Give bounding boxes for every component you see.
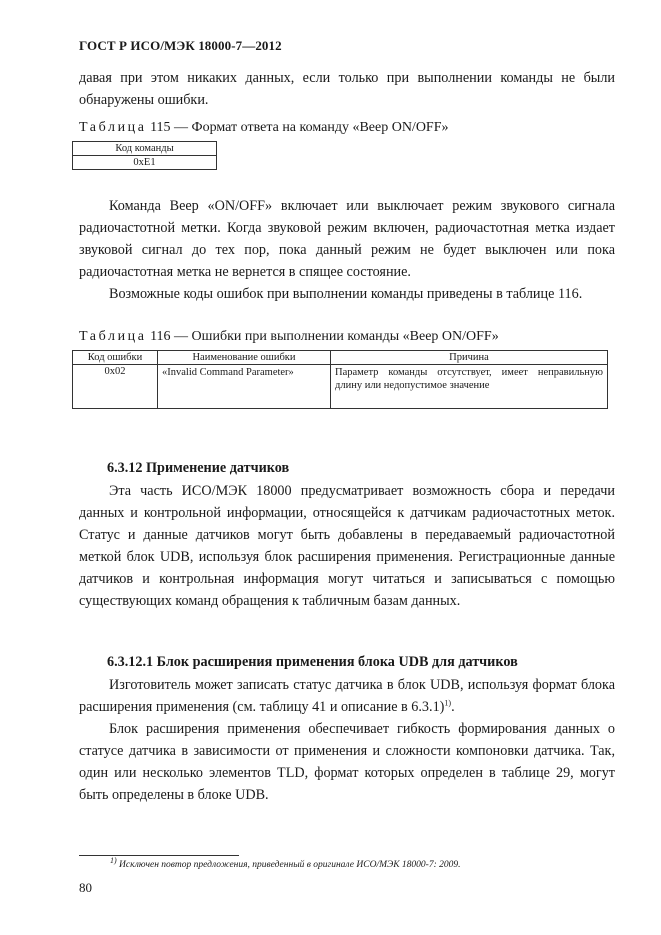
- document-header: ГОСТ Р ИСО/МЭК 18000-7—2012: [79, 38, 282, 53]
- table-116-cell-code: 0x02: [73, 365, 158, 409]
- paragraph-end-punctuation: .: [451, 699, 455, 715]
- paragraph-continuation: давая при этом никаких данных, если только при выполнении команды не были обнаружены ошибки.: [79, 70, 615, 108]
- table-116: [72, 350, 608, 409]
- table-116-caption: [79, 329, 499, 345]
- table-116-cell-reason: Параметр команды отсутствует, имеет неправильную длину или недопустимое значение: [331, 365, 608, 409]
- caption-prefix: Таблица: [79, 120, 147, 135]
- footnote-text: Исключен повтор предложения, приведенный в оригинале ИСО/МЭК 18000-7: 2009.: [116, 860, 461, 870]
- table-115-caption: [79, 120, 449, 136]
- footnote-mark: 1): [110, 855, 117, 865]
- caption-text: 116 — Ошибки при выполнении команды «Beep ON/OFF»: [146, 329, 499, 344]
- table-116-col-name: Наименование ошибки: [158, 351, 331, 365]
- footnote-separator: [79, 855, 239, 856]
- section-heading-6-3-12-1: 6.3.12.1 Блок расширения применения блока UDB для датчиков: [107, 654, 518, 670]
- table-115-value: 0xE1: [73, 156, 217, 170]
- paragraph-udb-status: [79, 674, 615, 718]
- paragraph-error-codes: Возможные коды ошибок при выполнении команды приведены в таблице 116.: [109, 286, 583, 302]
- table-116-col-code: Код ошибки: [73, 351, 158, 365]
- page-number: 80: [79, 880, 92, 895]
- table-115-header: Код команды: [73, 142, 217, 156]
- paragraph-udb-flexibility: Блок расширения применения обеспечивает гибкость формирования данных о статусе датчика в зависимости от применения и сложности компоновки датчика. Так, один или несколько элементов TLD, формат которых определен в таблице 29, могут быть определены в блоке UDB.: [79, 721, 615, 803]
- table-115: [72, 141, 217, 170]
- footnote-reference: 1): [444, 698, 452, 708]
- table-116-cell-name: «Invalid Command Parameter»: [158, 365, 331, 409]
- paragraph-udb-status-text: Изготовитель может записать статус датчика в блок UDB, используя формат блока расширения применения (см. таблицу 41 и описание в 6.3.1): [79, 677, 615, 715]
- section-heading-6-3-12: 6.3.12 Применение датчиков: [107, 460, 290, 476]
- paragraph-sensors: Эта часть ИСО/МЭК 18000 предусматривает возможность сбора и передачи данных и контрольной информации, относящейся к датчикам радиочастотных меток. Статус и данные датчиков могут быть добавлены в передаваемый радиочастотной меткой блок UDB, используя блок расширения применения. Регистрационные данные датчиков и контрольная информация могут читаться и записываться с помощью существующих команд обращения к табличным базам данных.: [79, 483, 615, 609]
- table-116-col-reason: Причина: [331, 351, 608, 365]
- footnote: [110, 855, 461, 870]
- caption-prefix: Таблица: [79, 329, 147, 344]
- caption-text: 115 — Формат ответа на команду «Beep ON/OFF»: [146, 120, 449, 135]
- paragraph-beep-description: Команда Beep «ON/OFF» включает или выключает режим звукового сигнала радиочастотной метки. Когда звуковой режим включен, радиочастотная метка издает звуковой сигнал до тех пор, пока данный режим не будет выключен или пока радиочастотная метка не вернется в спящее состояние.: [79, 198, 615, 280]
